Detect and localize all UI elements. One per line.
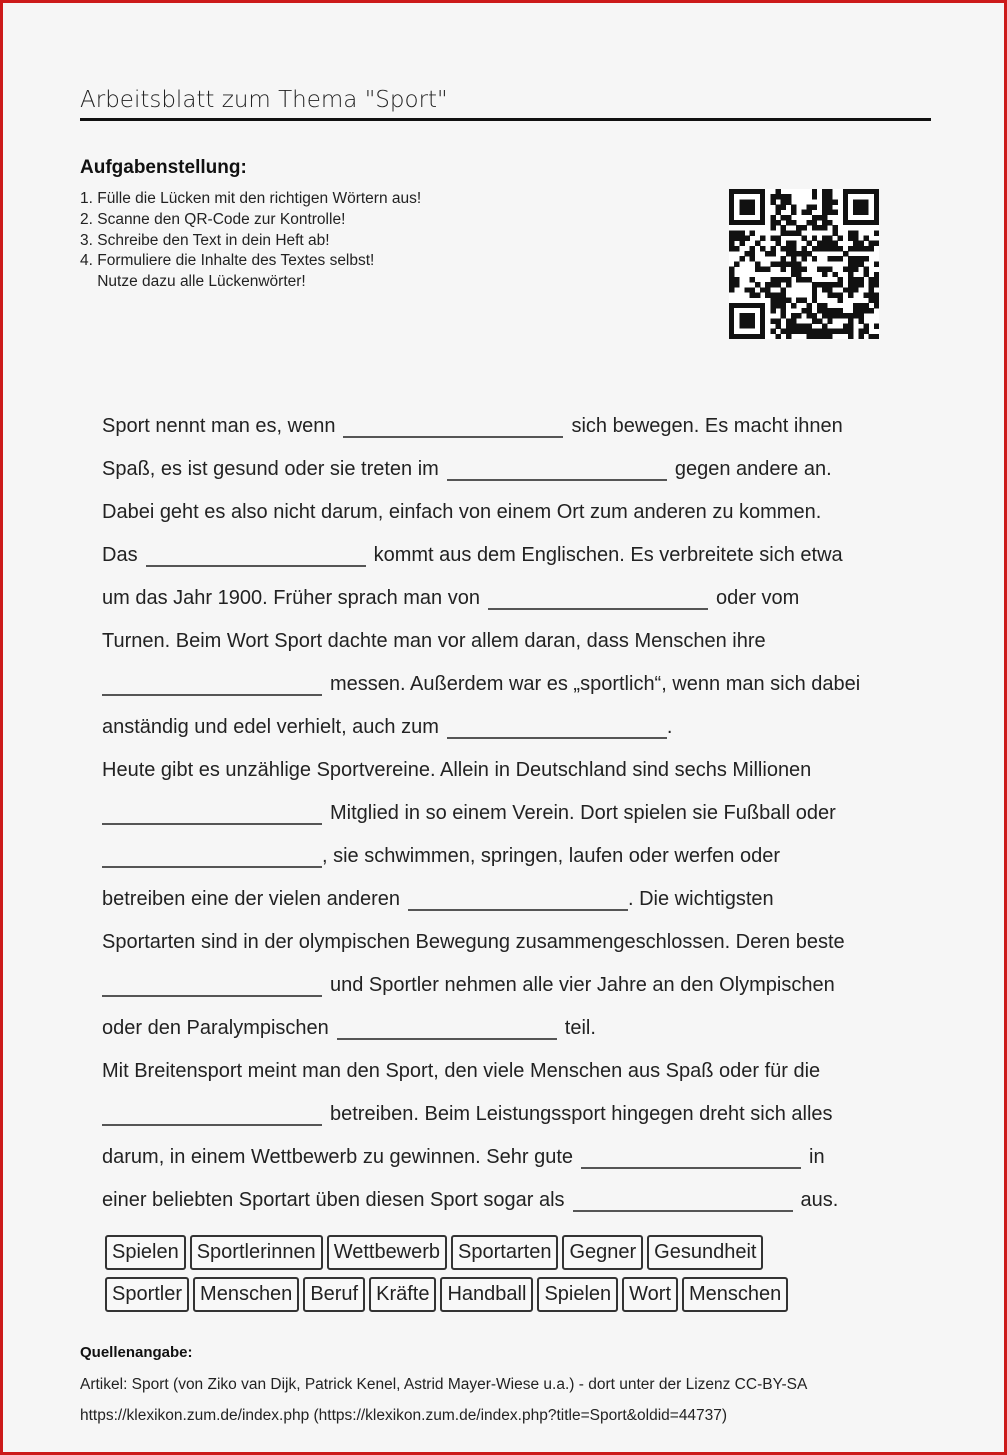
blank-field[interactable] xyxy=(102,846,322,868)
word-bank xyxy=(105,1235,792,1319)
task-list xyxy=(80,189,421,293)
blank-field[interactable] xyxy=(102,674,322,696)
blank-field[interactable] xyxy=(146,545,366,567)
word-tile[interactable]: Gegner xyxy=(562,1235,643,1270)
blank-field[interactable] xyxy=(447,459,667,481)
task-item: 4. Formuliere die Inhalte des Textes selbst! xyxy=(80,252,375,270)
task-item: 2. Scanne den QR-Code zur Kontrolle! xyxy=(80,210,346,228)
blank-field[interactable] xyxy=(337,1018,557,1040)
task-item: Nutze dazu alle Lückenwörter! xyxy=(80,273,306,291)
word-tile[interactable]: Menschen xyxy=(193,1277,299,1312)
task-item: 3. Schreibe den Text in dein Heft ab! xyxy=(80,231,330,249)
word-bank-row xyxy=(105,1235,792,1277)
source-link[interactable]: https://klexikon.zum.de/index.php (https://klexikon.zum.de/index.php?title=Sport&oldid=44737) xyxy=(80,1407,728,1424)
blank-field[interactable] xyxy=(102,1104,322,1126)
worksheet-title: Arbeitsblatt zum Thema "Sport" xyxy=(80,87,448,113)
word-tile[interactable]: Menschen xyxy=(682,1277,788,1312)
blank-field[interactable] xyxy=(343,416,563,438)
blank-field[interactable] xyxy=(102,975,322,997)
word-tile[interactable]: Beruf xyxy=(303,1277,365,1312)
word-tile[interactable]: Sportlerinnen xyxy=(190,1235,323,1270)
word-tile[interactable]: Wort xyxy=(622,1277,678,1312)
blank-field[interactable] xyxy=(581,1147,801,1169)
blank-field[interactable] xyxy=(447,717,667,739)
blank-field[interactable] xyxy=(408,889,628,911)
word-bank-row xyxy=(105,1277,792,1319)
cloze-text: Sport nennt man es, wenn sich bewegen. Es macht ihnen Spaß, es ist gesund oder sie treten im gegen andere an. Dabei geht es also nicht darum, einfach von einem Ort zum anderen zu kommen. Das kommt aus dem Englischen. Es verbreitete sich etwa um das Jahr 1900. Früher sprach man von oder vom Turnen. Beim Wort Sport dachte man vor allem daran, dass Menschen ihre messen. Außerdem war es „sportlich“, wenn man sich dabei anständig und edel verhielt, auch zum . Heute gibt es unzählige Sportvereine. Allein in Deutschland sind sechs Millionen Mitglied in so einem Verein. Dort spielen sie Fußball oder , sie schwimmen, springen, laufen oder werfen oder betreiben eine der vielen anderen . Die wichtigsten Sportarten sind in der olympischen Bewegung zusammengeschlossen. Deren beste und Sportler nehmen alle vier Jahre an den Olympischen oder den Paralympischen teil. Mit Breitensport meint man den Sport, den viele Menschen aus Spaß oder für die betreiben. Beim Leistungssport hingegen dreht sich alles darum, in einem Wettbewerb zu gewinnen. Sehr gute in einer beliebten Sportart üben diesen Sport sogar als aus. xyxy=(102,415,861,1211)
word-tile[interactable]: Gesundheit xyxy=(647,1235,763,1270)
task-item: 1. Fülle die Lücken mit den richtigen Wörtern aus! xyxy=(80,190,422,207)
word-tile[interactable]: Spielen xyxy=(537,1277,618,1312)
title-underline xyxy=(80,118,931,121)
blank-field[interactable] xyxy=(102,803,322,825)
word-tile[interactable]: Handball xyxy=(440,1277,533,1312)
word-tile[interactable]: Sportarten xyxy=(451,1235,558,1270)
word-tile[interactable]: Kräfte xyxy=(369,1277,436,1312)
word-tile[interactable]: Spielen xyxy=(105,1235,186,1270)
source-article: Artikel: Sport (von Ziko van Dijk, Patrick Kenel, Astrid Mayer-Wiese u.a.) - dort unter der Lizenz CC-BY-SA xyxy=(80,1376,808,1393)
word-tile[interactable]: Wettbewerb xyxy=(327,1235,447,1270)
blank-field[interactable] xyxy=(573,1190,793,1212)
blank-field[interactable] xyxy=(488,588,708,610)
sources-heading: Quellenangabe: xyxy=(80,1344,193,1361)
qr-code xyxy=(729,189,879,339)
task-heading: Aufgabenstellung: xyxy=(80,157,247,178)
word-tile[interactable]: Sportler xyxy=(105,1277,189,1312)
